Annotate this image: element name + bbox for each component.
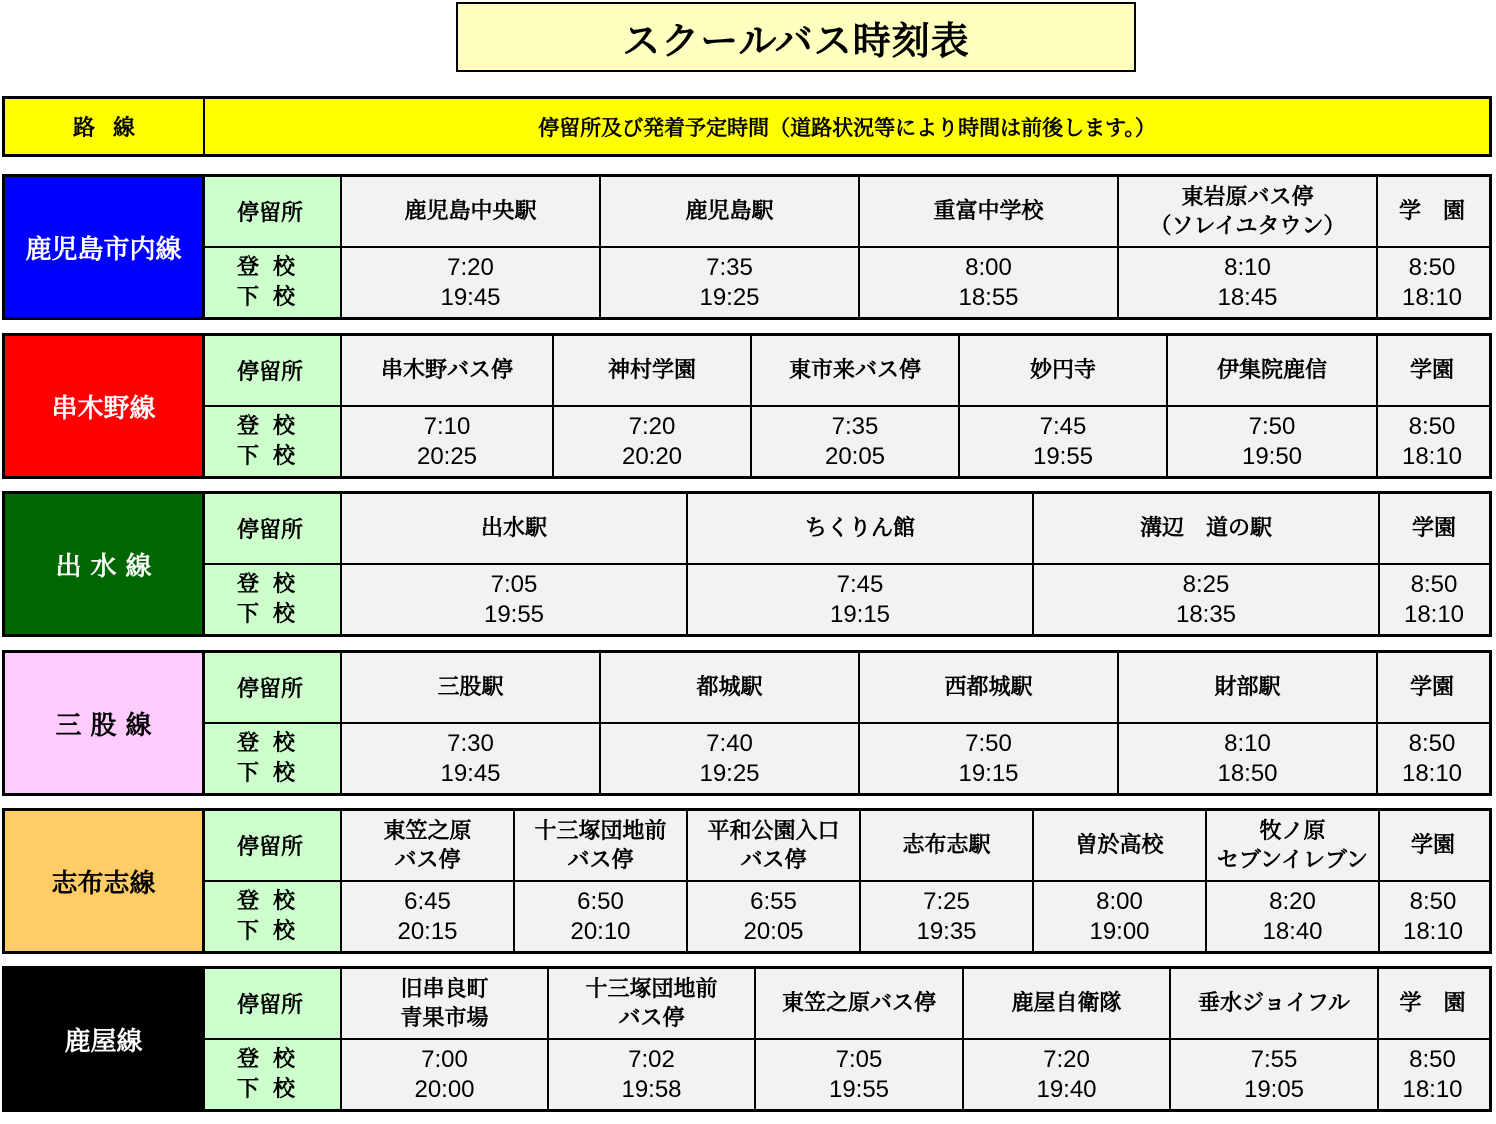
stop-name: 鹿児島駅 [685, 199, 774, 224]
stop-cell [342, 494, 688, 563]
stop-cell [860, 653, 1119, 722]
route-body [205, 653, 1489, 793]
route-body [205, 969, 1489, 1109]
route-body [205, 811, 1489, 951]
stop-cell [549, 969, 756, 1038]
stop-name: 学 園 [1398, 199, 1465, 224]
stop-row [205, 336, 1489, 407]
return-time: 19:25 [699, 759, 760, 787]
time-row [205, 248, 1489, 317]
route-name: 鹿児島市内線 [5, 177, 205, 317]
stop-name: 十三塚団地前 バス停 [534, 818, 667, 873]
departure-time: 8:00 [1096, 887, 1143, 915]
departure-time: 8:50 [1408, 412, 1456, 440]
route-block [2, 491, 1492, 637]
departure-time: 6:45 [404, 887, 451, 915]
stop-cell [1378, 653, 1486, 722]
stop-name: 学園 [1410, 833, 1455, 858]
stop-name: 東市来バス停 [788, 358, 921, 383]
time-cell [964, 1040, 1171, 1109]
departure-time: 8:50 [1408, 729, 1456, 757]
stop-cell [1378, 177, 1486, 246]
stop-name: 神村学園 [607, 358, 696, 383]
stop-name: 垂水ジョイフル [1197, 991, 1351, 1016]
stop-cell [861, 811, 1034, 880]
stop-name: 串木野バス停 [380, 358, 513, 383]
departure-time: 7:35 [706, 253, 753, 281]
departure-time: 7:55 [1250, 1045, 1298, 1073]
stop-name: 伊集院鹿信 [1216, 358, 1327, 383]
stop-name: 妙円寺 [1029, 358, 1096, 383]
stop-cell [752, 336, 960, 405]
route-block [2, 174, 1492, 320]
time-cell [342, 407, 554, 476]
from-school-label: 下校 [237, 284, 310, 310]
return-time: 19:35 [916, 917, 977, 945]
stop-cell [342, 336, 554, 405]
time-cell [601, 248, 860, 317]
departure-time: 7:35 [831, 412, 879, 440]
stop-name: 旧串良町 青果市場 [400, 976, 489, 1031]
time-cell [554, 407, 752, 476]
departure-time: 7:45 [836, 570, 884, 598]
route-body [205, 336, 1489, 476]
time-cell [860, 724, 1119, 793]
stop-cell [515, 811, 688, 880]
time-cell [860, 248, 1119, 317]
stop-name: 平和公園入口 バス停 [707, 818, 840, 873]
stop-name: 志布志駅 [902, 833, 991, 858]
time-cell [342, 882, 515, 951]
time-cell [861, 882, 1034, 951]
return-time: 19:00 [1089, 917, 1150, 945]
stop-name: 学 園 [1399, 991, 1466, 1016]
direction-label [205, 1040, 342, 1109]
stop-cell [342, 969, 549, 1038]
departure-time: 8:50 [1409, 1045, 1456, 1073]
stop-label: 停留所 [205, 336, 342, 405]
stop-name: 重富中学校 [933, 199, 1044, 224]
return-time: 20:20 [621, 442, 683, 470]
route-block [2, 650, 1492, 796]
direction-label [205, 882, 342, 951]
stop-cell [756, 969, 964, 1038]
time-cell [1171, 1040, 1379, 1109]
return-time: 18:10 [1402, 1075, 1463, 1103]
return-time: 19:15 [958, 759, 1019, 787]
to-school-label: 登校 [237, 413, 310, 439]
return-time: 18:35 [1175, 600, 1237, 628]
stop-cell [960, 336, 1168, 405]
route-body [205, 494, 1489, 634]
return-time: 19:25 [699, 283, 760, 311]
route-name: 鹿屋線 [5, 969, 205, 1109]
stop-cell [860, 177, 1119, 246]
return-time: 19:05 [1243, 1075, 1305, 1103]
stop-cell [1380, 811, 1486, 880]
stop-name: 三股駅 [437, 675, 504, 700]
stop-row [205, 494, 1489, 565]
departure-time: 7:20 [628, 412, 676, 440]
time-cell [342, 565, 688, 634]
stop-row [205, 653, 1489, 724]
time-cell [549, 1040, 756, 1109]
stop-name: 東岩原バス停 （ソレイユタウン） [1149, 184, 1346, 239]
departure-time: 7:10 [423, 412, 471, 440]
stop-name: 鹿屋自衛隊 [1011, 991, 1122, 1016]
direction-label [205, 724, 342, 793]
stop-row [205, 811, 1489, 882]
departure-time: 7:02 [628, 1045, 675, 1073]
time-cell [688, 565, 1034, 634]
stop-cell [1034, 494, 1380, 563]
direction-label [205, 565, 342, 634]
stop-name: 東笠之原バス停 [781, 991, 936, 1016]
time-cell [1119, 724, 1378, 793]
time-cell [1380, 882, 1486, 951]
stop-cell [601, 653, 860, 722]
stop-cell [688, 494, 1034, 563]
direction-label [205, 407, 342, 476]
stop-label: 停留所 [205, 653, 342, 722]
to-school-label: 登校 [237, 254, 310, 280]
stop-name: 曽於高校 [1075, 833, 1164, 858]
stop-row [205, 177, 1489, 248]
return-time: 19:40 [1036, 1075, 1097, 1103]
stop-name: 出水駅 [480, 516, 547, 541]
stop-name: 溝辺 道の駅 [1139, 516, 1272, 541]
return-time: 20:00 [414, 1075, 475, 1103]
time-row [205, 724, 1489, 793]
time-cell [688, 882, 861, 951]
departure-time: 8:50 [1410, 570, 1458, 598]
stop-name: ちくりん館 [804, 516, 915, 541]
departure-time: 7:20 [1043, 1045, 1090, 1073]
time-cell [601, 724, 860, 793]
stop-cell [1171, 969, 1379, 1038]
time-cell [756, 1040, 964, 1109]
return-time: 18:10 [1401, 283, 1463, 311]
stop-name: 財部駅 [1214, 675, 1281, 700]
time-cell [1380, 565, 1488, 634]
departure-time: 8:10 [1224, 253, 1271, 281]
stop-cell [1378, 336, 1486, 405]
to-school-label: 登校 [237, 730, 310, 756]
to-school-label: 登校 [237, 571, 310, 597]
time-cell [1378, 724, 1486, 793]
from-school-label: 下校 [237, 918, 310, 944]
return-time: 19:50 [1241, 442, 1303, 470]
stop-cell [1207, 811, 1380, 880]
stop-row [205, 969, 1489, 1040]
stop-cell [1119, 653, 1378, 722]
time-cell [1378, 248, 1486, 317]
stop-cell [342, 177, 601, 246]
departure-time: 7:20 [447, 253, 494, 281]
departure-time: 7:25 [923, 887, 970, 915]
stop-cell [601, 177, 860, 246]
time-row [205, 407, 1489, 476]
to-school-label: 登校 [237, 888, 310, 914]
return-time: 20:10 [570, 917, 631, 945]
time-cell [1378, 407, 1486, 476]
return-time: 19:58 [621, 1075, 682, 1103]
time-cell [342, 248, 601, 317]
stop-label: 停留所 [205, 969, 342, 1038]
return-time: 18:50 [1217, 759, 1278, 787]
departure-time: 7:30 [447, 729, 494, 757]
from-school-label: 下校 [237, 443, 310, 469]
departure-time: 8:50 [1408, 253, 1456, 281]
departure-time: 7:40 [706, 729, 753, 757]
route-name: 串木野線 [5, 336, 205, 476]
time-row [205, 1040, 1489, 1109]
route-column-header: 路線 [5, 99, 205, 154]
return-time: 19:45 [440, 759, 501, 787]
return-time: 18:55 [958, 283, 1019, 311]
departure-time: 8:20 [1269, 887, 1316, 915]
stop-name: 十三塚団地前 バス停 [585, 976, 718, 1031]
direction-label [205, 248, 342, 317]
route-block [2, 808, 1492, 954]
route-name: 出 水 線 [5, 494, 205, 634]
return-time: 20:05 [824, 442, 886, 470]
departure-time: 7:50 [965, 729, 1012, 757]
stop-cell [1168, 336, 1378, 405]
route-body [205, 177, 1489, 317]
time-row [205, 882, 1489, 951]
departure-time: 7:05 [490, 570, 538, 598]
route-name: 志布志線 [5, 811, 205, 951]
departure-time: 7:05 [835, 1045, 883, 1073]
stop-cell [964, 969, 1171, 1038]
time-cell [1379, 1040, 1486, 1109]
return-time: 19:15 [829, 600, 891, 628]
stop-name: 都城駅 [696, 675, 763, 700]
time-cell [342, 1040, 549, 1109]
from-school-label: 下校 [237, 601, 310, 627]
stop-name: 牧ノ原 セブンイレブン [1216, 818, 1369, 873]
return-time: 19:55 [828, 1075, 890, 1103]
schedule-note-header: 停留所及び発着予定時間（道路状況等により時間は前後します。） [538, 115, 1156, 140]
stop-name: 東笠之原 バス停 [383, 818, 472, 873]
stop-name: 学園 [1411, 516, 1456, 541]
stop-cell [1379, 969, 1486, 1038]
departure-time: 8:25 [1182, 570, 1230, 598]
stop-name: 学園 [1409, 358, 1454, 383]
time-cell [1119, 248, 1378, 317]
return-time: 18:10 [1403, 600, 1465, 628]
return-time: 20:25 [416, 442, 478, 470]
time-cell [1207, 882, 1380, 951]
return-time: 20:15 [397, 917, 458, 945]
departure-time: 6:50 [577, 887, 624, 915]
return-time: 18:10 [1401, 442, 1463, 470]
time-cell [1034, 565, 1380, 634]
departure-time: 7:50 [1248, 412, 1296, 440]
table-header [2, 96, 1492, 157]
route-block [2, 333, 1492, 479]
return-time: 19:55 [1032, 442, 1094, 470]
stop-label: 停留所 [205, 811, 342, 880]
departure-time: 7:00 [421, 1045, 468, 1073]
to-school-label: 登校 [237, 1046, 310, 1072]
time-cell [1034, 882, 1207, 951]
time-cell [1168, 407, 1378, 476]
return-time: 20:05 [743, 917, 804, 945]
return-time: 18:45 [1217, 283, 1278, 311]
return-time: 19:45 [440, 283, 501, 311]
stop-cell [1034, 811, 1207, 880]
stop-cell [1380, 494, 1488, 563]
stop-cell [342, 811, 515, 880]
time-row [205, 565, 1489, 634]
return-time: 19:55 [483, 600, 545, 628]
time-cell [515, 882, 688, 951]
stop-label: 停留所 [205, 177, 342, 246]
departure-time: 8:10 [1224, 729, 1271, 757]
time-cell [752, 407, 960, 476]
stop-name: 学園 [1409, 675, 1454, 700]
return-time: 18:40 [1262, 917, 1323, 945]
return-time: 18:10 [1402, 917, 1464, 945]
time-cell [960, 407, 1168, 476]
stop-cell [1119, 177, 1378, 246]
departure-time: 8:50 [1409, 887, 1457, 915]
from-school-label: 下校 [237, 1076, 310, 1102]
stop-cell [554, 336, 752, 405]
departure-time: 8:00 [965, 253, 1012, 281]
departure-time: 7:45 [1039, 412, 1087, 440]
stop-name: 西都城駅 [944, 675, 1033, 700]
route-block [2, 966, 1492, 1112]
stop-cell [688, 811, 861, 880]
page-title: スクールバス時刻表 [456, 2, 1136, 72]
stop-name: 鹿児島中央駅 [404, 199, 537, 224]
stop-cell [342, 653, 601, 722]
return-time: 18:10 [1401, 759, 1463, 787]
departure-time: 6:55 [750, 887, 797, 915]
from-school-label: 下校 [237, 760, 310, 786]
stop-label: 停留所 [205, 494, 342, 563]
route-name: 三 股 線 [5, 653, 205, 793]
time-cell [342, 724, 601, 793]
